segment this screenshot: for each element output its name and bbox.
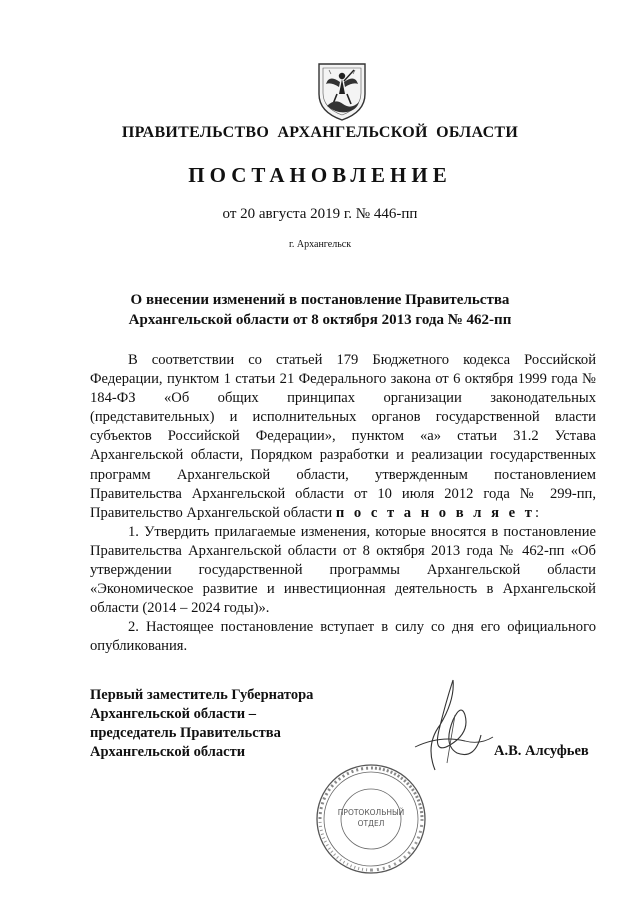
item-1-paragraph: 1. Утвердить прилагаемые изменения, которые вносятся в постановление Правительства Архангельской области от 8 октября 2013 года № 462-пп «Об утверждении государственной программы Архангельской области «Экономическое развитие и инвестиционная деятельность в Архангельской области (2014 – 2024 годы)». [90, 523, 596, 617]
signatory-title-line: Архангельской области – [90, 706, 256, 722]
signatory-title-line: Первый заместитель Губернатора [90, 687, 314, 703]
government-title: ПРАВИТЕЛЬСТВО АРХАНГЕЛЬСКОЙ ОБЛАСТИ [121, 124, 519, 141]
resolves-punctuation: : [534, 504, 540, 521]
signatory-title-block [90, 686, 313, 762]
document-date-number: от 20 августа 2019 г. № 446-пп [222, 206, 418, 222]
document-city: г. Архангельск [288, 239, 352, 250]
item-2-paragraph: 2. Настоящее постановление вступает в силу со дня его официального опубликования. [90, 619, 596, 655]
subject-line-2: Архангельской области от 8 октября 2013 года № 462-пп [128, 312, 512, 328]
coat-of-arms-icon [313, 60, 371, 122]
document-type: ПОСТАНОВЛЕНИЕ [188, 163, 452, 187]
resolves-word: п о с т а н о в л я е т [335, 504, 535, 521]
svg-text:ОТДЕЛ: ОТДЕЛ [357, 819, 385, 828]
document-subject [0, 290, 640, 330]
official-seal [314, 762, 428, 876]
signatory-title-line: Архангельской области [90, 744, 246, 760]
preamble-paragraph [90, 351, 596, 523]
subject-line-1: О внесении изменений в постановление Правительства [130, 292, 510, 308]
signatory-name: А.В. Алсуфьев [494, 743, 589, 759]
preamble-text: В соответствии со статьей 179 Бюджетного кодекса Российской Федерации, пунктом 1 статьи 21 Федерального закона от 6 октября 1999 года № 184-ФЗ «Об общих принципах организации законодательных (представительных) и исполнительных органов государственной власти субъектов Российской Федерации», пунктом «а» статьи 31.2 Устава Архангельской области, Порядком разработки и реализации государственных программ Архангельской области, утвержденным постановлением Правительства Архангельской области от 10 июля 2012 года № 299-пп, Правительство Архангельской области [90, 352, 596, 521]
svg-text:ПРОТОКОЛЬНЫЙ: ПРОТОКОЛЬНЫЙ [337, 808, 405, 817]
signatory-title-line: председатель Правительства [90, 725, 281, 741]
handwritten-signature [395, 675, 505, 775]
document-body [90, 351, 596, 657]
